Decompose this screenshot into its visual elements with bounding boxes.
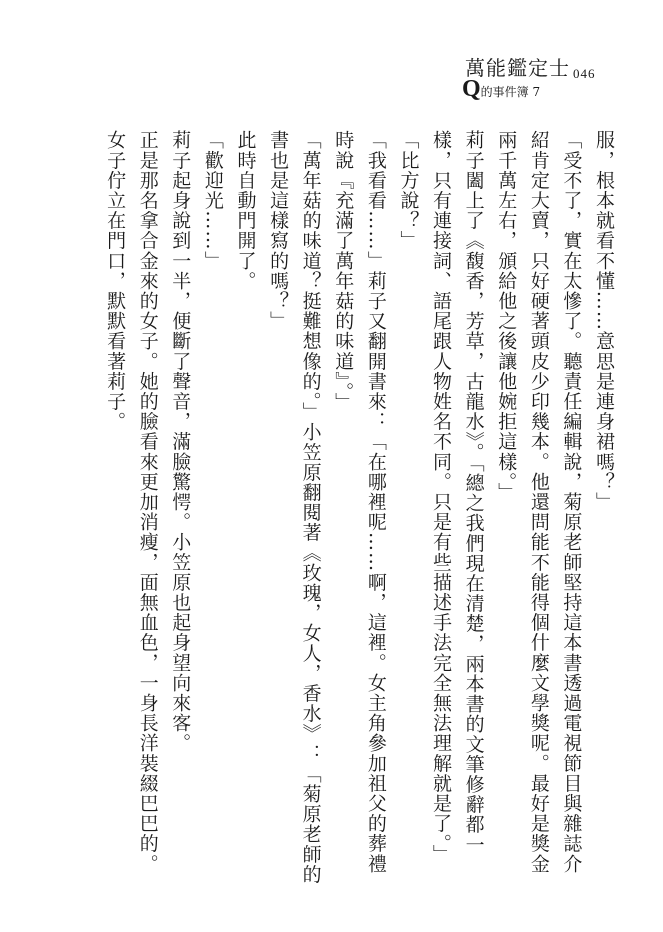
paragraph: 此時自動門開了。 (234, 130, 257, 291)
subtitle-letter: Q (462, 76, 481, 102)
paragraph: 「歡迎光……」 (201, 130, 224, 271)
paragraph: 莉子闔上了《馥香，芳草，古龍水》。「總之我們現在清楚，兩本書的文筆修辭都一樣，只有連接詞、語尾跟人物姓名不同。只是有些描述手法完全無法理解就是了。」 (430, 130, 485, 865)
paragraph: 「比方說？」 (397, 130, 420, 251)
page-number: 046 (573, 66, 596, 81)
body-text (80, 130, 620, 890)
subtitle-text: 的事件簿 7 (480, 85, 541, 99)
book-subtitle (462, 76, 540, 103)
paragraph: 「受不了，實在太慘了。聽責任編輯說，菊原老師堅持這本書透過電視節目與雜誌介紹肯定大賣，只好硬著頭皮少印幾本。他還問能不能得個什麼文學獎呢。最好是獎金兩千萬左右，頒給他之後讓他婉拒這樣。」 (495, 130, 583, 874)
book-title: 萬能鑑定士 (465, 56, 570, 80)
paragraph: 女子佇立在門口，默默看著莉子。 (104, 130, 127, 432)
paragraph: 服，根本就看不懂……意思是連身裙嗎？」 (593, 130, 615, 512)
paragraph: 「萬年菇的味道？挺難想像的。」小笠原翻閱著《玫瑰，女人，香水》：「菊原老師的書也是這樣寫的嗎？」 (267, 130, 322, 885)
paragraph: 莉子起身說到一半，便斷了聲音，滿臉驚愕。小笠原也起身望向來客。 (169, 130, 192, 754)
paragraph: 正是那名拿合金來的女子。她的臉看來更加消瘦，面無血色，一身長洋裝綴巴巴的。 (136, 130, 159, 874)
paragraph: 「我看看……」莉子又翻開書來：「在哪裡呢……啊，這裡。女主角參加祖父的葬禮時說『充滿了萬年菇的味道』。」 (332, 130, 387, 874)
